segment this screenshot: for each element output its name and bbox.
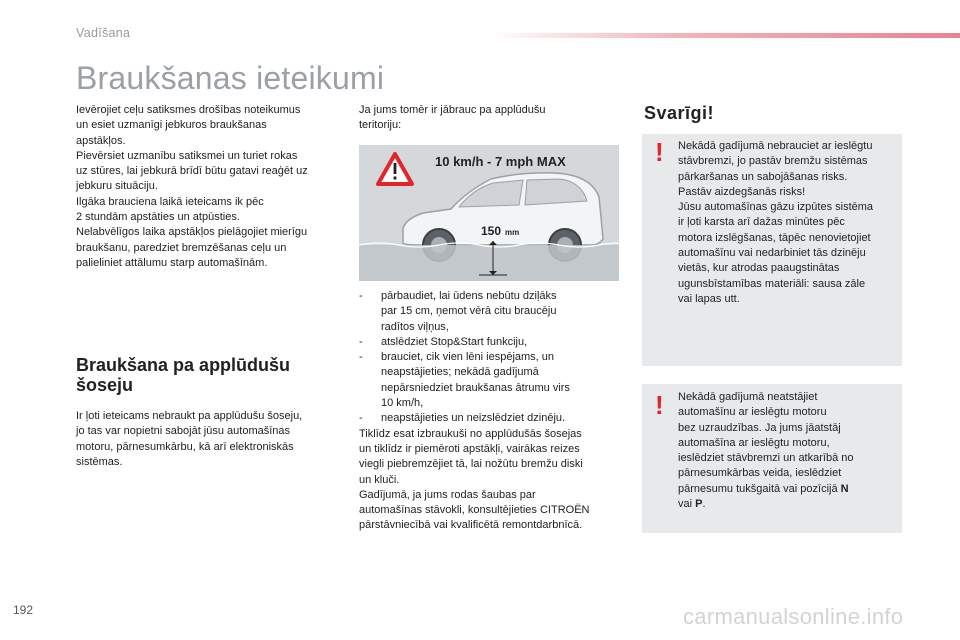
flood-instructions-list	[359, 289, 629, 534]
warning-triangle-icon	[378, 154, 412, 184]
text-line: Pievērsiet uzmanību satiksmei un turiet rokas	[76, 149, 298, 162]
text-line: jo tas var nopietni sabojāt jūsu automašīnas	[76, 425, 291, 438]
warning-text	[678, 139, 900, 307]
text-line: un kluči.	[359, 473, 400, 486]
text-line	[678, 497, 900, 512]
depth-value: 150	[481, 224, 502, 238]
text-line: Nekādā gadījumā nebrauciet ar ieslēgtu	[678, 140, 873, 152]
list-dash: -	[359, 351, 363, 364]
important-heading: Svarīgi!	[644, 103, 715, 123]
list-item	[359, 289, 629, 335]
text-line: radītos viļņus,	[381, 320, 449, 333]
text-line: 10 km/h,	[381, 397, 424, 410]
flood-section-heading	[76, 355, 348, 395]
text-line: sistēmas.	[76, 455, 123, 468]
list-dash: -	[359, 290, 363, 302]
section-label: Vadīšana	[76, 26, 131, 40]
list-dash: -	[359, 335, 363, 348]
text-line: palieliniet attālumu starp automašīnām.	[76, 256, 268, 269]
text-line: Ir ļoti ieteicams nebraukt pa applūdušu šoseju,	[76, 410, 303, 422]
text-line: Nekādā gadījumā neatstājiet	[678, 391, 818, 403]
gear-n-label: N	[840, 482, 849, 495]
warning-box-parking-brake	[642, 134, 902, 366]
list-item	[359, 411, 629, 426]
text-line: Nelabvēlīgos laika apstākļos pielāgojiet mierīgu	[76, 226, 308, 239]
text-line	[678, 482, 900, 497]
text-line: apstākļos.	[76, 134, 126, 147]
text-line: pārbaudiet, lai ūdens nebūtu dziļāks	[381, 290, 557, 302]
text-line: par 15 cm, ņemot vērā citu braucēju	[381, 305, 557, 318]
text-line: Ilgāka brauciena laikā ieteicams ik pēc	[76, 195, 264, 208]
text-line: un tiklīdz ir piemēroti apstākļi, vairākas reizes	[359, 442, 580, 455]
text-line: Gadījumā, ja jums rodas šaubas par	[359, 488, 536, 501]
text-line: vietās, kur atrodas paaugstinātas	[678, 262, 840, 275]
text-line: automašīna ar ieslēgtu motoru,	[678, 436, 830, 449]
text-line: pārnesumkārbas veida, ieslēdziet	[678, 467, 842, 480]
text-line: 2 stundām apstāties un atpūsties.	[76, 211, 240, 224]
text-line: motora izslēgšanas, tāpēc nenovietojiet	[678, 231, 871, 244]
text-line: neapstājieties; nekādā gadījumā	[381, 366, 539, 379]
list-item	[359, 335, 629, 350]
text-line: ieslēdziet stāvbremzi un atkarībā no	[678, 452, 854, 465]
text-line: braukšanu, paredziet bremzēšanas ceļu un	[76, 241, 287, 254]
text-fragment: pārnesumu tukšgaitā vai pozīcijā	[678, 482, 838, 495]
text-line: un esiet uzmanīgi jebkuros braukšanas	[76, 119, 267, 132]
text-line: neapstājieties un neizslēdziet dzinēju.	[381, 412, 566, 425]
text-line: pārstāvniecībā vai kvalificētā remontdarbnīcā.	[359, 519, 583, 532]
text-line: Pastāv aizdegšanās risks!	[678, 185, 806, 198]
text-line: Ja jums tomēr ir jābrauc pa applūdušu	[359, 104, 546, 116]
text-line: uz stūres, lai jebkurā brīdī būtu gatavi reaģēt uz	[76, 165, 308, 178]
watermark: carmanualsonline.info	[683, 604, 904, 629]
text-line: ugunsbīstamības materiāli: sausa zāle	[678, 277, 866, 290]
flooded-road-graphic	[359, 145, 619, 281]
list-dash: -	[359, 412, 363, 425]
warning-text	[678, 390, 900, 512]
text-line: Jūsu automašīnas gāzu izpūtes sistēma	[678, 201, 874, 214]
warning-exclamation-icon: !	[655, 390, 664, 420]
intro-paragraph	[76, 103, 348, 271]
flood-warning-paragraph	[76, 409, 348, 470]
page-number: 192	[13, 603, 34, 617]
header-accent-bar	[488, 33, 960, 38]
text-line: automašīnu vai nedarbiniet tās dzinēju	[678, 247, 866, 260]
text-line: motoru, pārnesumkārbu, kā arī elektroniskās	[76, 440, 294, 453]
text-line: ir ļoti karsta arī dažas minūtes pēc	[678, 216, 845, 229]
flooded-road-illustration	[359, 145, 619, 281]
flood-intro-paragraph	[359, 103, 629, 134]
page-title: Braukšanas ieteikumi	[76, 60, 385, 96]
text-line: Ievērojiet ceļu satiksmes drošības noteikumus	[76, 104, 301, 116]
text-line: automašīnu ar ieslēgtu motoru	[678, 406, 827, 419]
speed-limit-label: 10 km/h - 7 mph MAX	[435, 154, 566, 169]
text-line: nepārsniedziet braukšanas ātrumu virs	[381, 381, 570, 394]
text-line: vai lapas utt.	[678, 292, 740, 305]
text-line: viegli piebremzējiet tā, lai nožūtu bremžu diski	[359, 458, 583, 471]
text-line: atslēdziet Stop&Start funkciju,	[381, 335, 528, 348]
text-line: pārkaršanas un sabojāšanas risks.	[678, 170, 848, 183]
text-fragment: vai	[678, 498, 693, 511]
heading-line: šoseju	[76, 375, 134, 395]
warning-box-unattended-engine	[642, 384, 902, 533]
depth-unit: mm	[505, 228, 520, 237]
text-line: automašīnas stāvokli, konsultējieties CITROËN	[359, 504, 590, 517]
text-fragment: .	[702, 498, 706, 511]
text-line: jebkuru situāciju.	[76, 180, 158, 193]
text-line: Tiklīdz esat izbraukuši no applūdušās šosejas	[359, 427, 582, 440]
list-item	[359, 350, 629, 411]
text-line: teritoriju:	[359, 119, 402, 132]
text-line: brauciet, cik vien lēni iespējams, un	[381, 351, 555, 364]
water-level	[359, 245, 619, 281]
text-line: stāvbremzi, jo pastāv bremžu sistēmas	[678, 155, 868, 168]
gear-p-label: P	[695, 498, 703, 511]
heading-line: Braukšana pa applūdušu	[76, 355, 291, 375]
warning-exclamation-icon: !	[655, 137, 664, 167]
text-line: bez uzraudzības. Ja jums jāatstāj	[678, 421, 841, 434]
